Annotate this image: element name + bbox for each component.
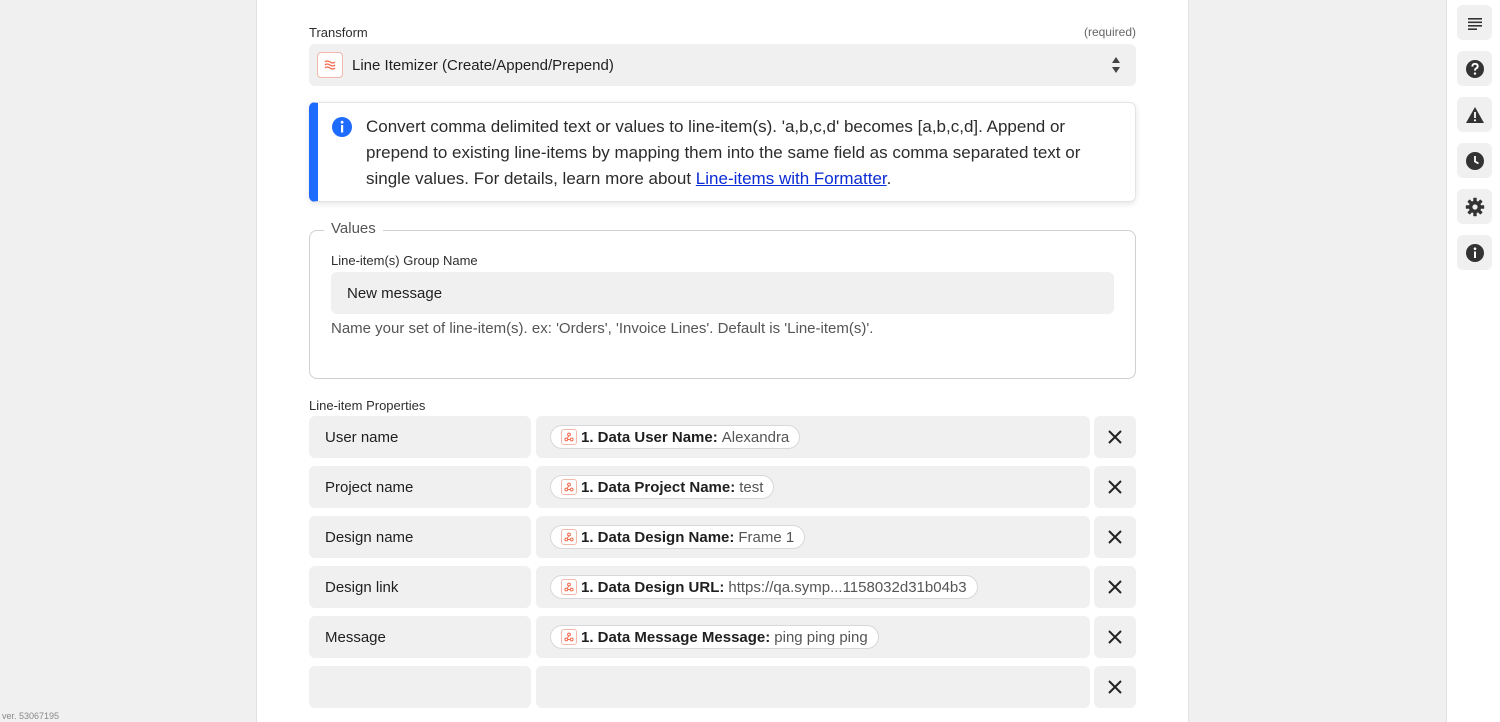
values-fieldset xyxy=(309,220,1136,379)
property-value-input[interactable] xyxy=(536,416,1090,458)
remove-row-button[interactable] xyxy=(1094,416,1136,458)
line-item-property-row xyxy=(309,616,1136,658)
mapped-field-pill[interactable] xyxy=(550,425,800,449)
formatter-app-icon xyxy=(317,52,343,78)
property-value-input[interactable] xyxy=(536,516,1090,558)
line-item-property-row xyxy=(309,666,1136,708)
webhook-app-icon xyxy=(561,479,577,495)
property-value-input[interactable] xyxy=(536,466,1090,508)
mapped-field-pill[interactable] xyxy=(550,625,879,649)
line-item-property-row xyxy=(309,566,1136,608)
right-rail xyxy=(1446,0,1500,722)
pill-value: Alexandra xyxy=(721,428,790,446)
mapped-field-pill[interactable] xyxy=(550,475,774,499)
history-button[interactable] xyxy=(1457,143,1492,178)
required-indicator: (required) xyxy=(1083,25,1136,39)
line-items-formatter-link[interactable]: Line-items with Formatter xyxy=(695,169,887,188)
webhook-app-icon xyxy=(561,529,577,545)
gear-icon xyxy=(1465,197,1485,217)
webhook-app-icon xyxy=(561,629,577,645)
pill-value: https://qa.symp...1158032d31b04b3 xyxy=(728,578,967,596)
history-icon xyxy=(1465,151,1485,171)
remove-row-button[interactable] xyxy=(1094,666,1136,708)
settings-button[interactable] xyxy=(1457,189,1492,224)
help-icon xyxy=(1465,59,1485,79)
values-legend: Values xyxy=(324,220,383,237)
mapped-field-pill[interactable] xyxy=(550,575,978,599)
line-item-property-row xyxy=(309,466,1136,508)
webhook-app-icon xyxy=(561,579,577,595)
mapped-field-pill[interactable] xyxy=(550,525,805,549)
group-name-help: Name your set of line-item(s). ex: 'Orders', 'Invoice Lines'. Default is 'Line-item(s)'. xyxy=(331,320,874,337)
group-name-input[interactable]: New message xyxy=(331,272,1114,314)
pill-label: 1. Data Design Name: xyxy=(581,528,735,546)
property-key-input[interactable]: Project name xyxy=(309,466,531,508)
info-icon xyxy=(1465,243,1485,263)
outline-button[interactable] xyxy=(1457,5,1492,40)
warning-button[interactable] xyxy=(1457,97,1492,132)
webhook-app-icon xyxy=(561,429,577,445)
close-icon xyxy=(1107,679,1123,695)
close-icon xyxy=(1107,429,1123,445)
info-circle-icon xyxy=(331,116,353,138)
property-key-input[interactable]: Message xyxy=(309,616,531,658)
remove-row-button[interactable] xyxy=(1094,566,1136,608)
group-name-label: Line-item(s) Group Name xyxy=(331,253,478,268)
close-icon xyxy=(1107,479,1123,495)
transform-select[interactable] xyxy=(309,44,1136,86)
close-icon xyxy=(1107,529,1123,545)
remove-row-button[interactable] xyxy=(1094,616,1136,658)
info-callout xyxy=(309,102,1136,202)
outline-icon xyxy=(1467,16,1483,30)
property-key-input[interactable]: User name xyxy=(309,416,531,458)
pill-value: ping ping ping xyxy=(774,628,868,646)
help-button[interactable] xyxy=(1457,51,1492,86)
property-key-input[interactable]: Design link xyxy=(309,566,531,608)
pill-label: 1. Data Project Name: xyxy=(581,478,736,496)
close-icon xyxy=(1107,629,1123,645)
sort-arrows-icon xyxy=(1110,55,1122,75)
line-item-property-row xyxy=(309,516,1136,558)
info-text: Convert comma delimited text or values to line-item(s). 'a,b,c,d' becomes [a,b,c,d]. Append or prepend to existing line-items by mapping them into the same field as comma separated text or single values. For details, learn more about Line-items with Formatter. xyxy=(366,117,1081,188)
line-item-property-row xyxy=(309,416,1136,458)
version-label: ver. 53067195 xyxy=(2,711,60,721)
pill-value: test xyxy=(739,478,764,496)
pill-label: 1. Data User Name: xyxy=(581,428,718,446)
pill-label: 1. Data Message Message: xyxy=(581,628,771,646)
remove-row-button[interactable] xyxy=(1094,466,1136,508)
property-key-input[interactable]: Design name xyxy=(309,516,531,558)
line-item-properties-label: Line-item Properties xyxy=(309,398,426,413)
warning-icon xyxy=(1465,106,1485,124)
property-value-input[interactable] xyxy=(536,566,1090,608)
property-key-input[interactable] xyxy=(309,666,531,708)
remove-row-button[interactable] xyxy=(1094,516,1136,558)
property-value-input[interactable] xyxy=(536,666,1090,708)
pill-label: 1. Data Design URL: xyxy=(581,578,725,596)
transform-label: Transform xyxy=(309,25,368,40)
pill-value: Frame 1 xyxy=(738,528,795,546)
property-value-input[interactable] xyxy=(536,616,1090,658)
close-icon xyxy=(1107,579,1123,595)
info-button[interactable] xyxy=(1457,235,1492,270)
transform-select-value: Line Itemizer (Create/Append/Prepend) xyxy=(352,56,614,74)
